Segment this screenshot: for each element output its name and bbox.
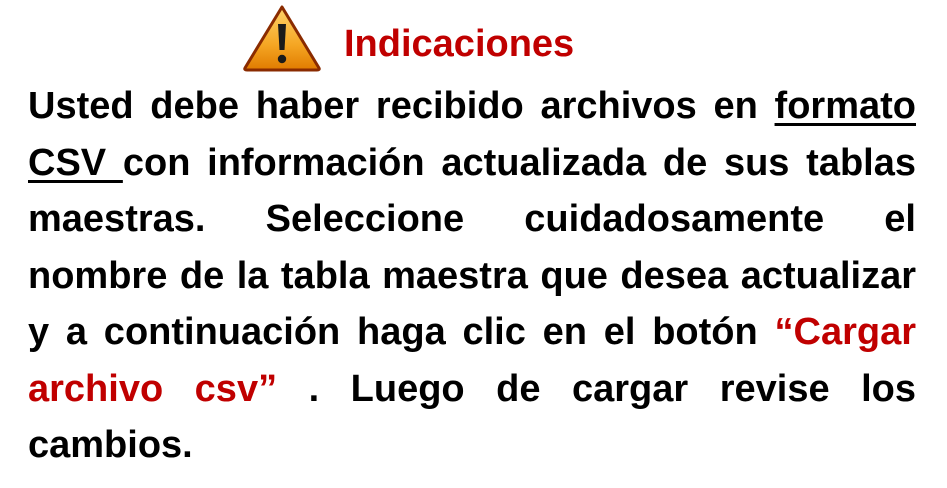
upload-button-reference: “Cargar archivo csv” [28, 311, 916, 410]
csv-format-emphasis: formato CSV [28, 85, 916, 184]
instructions-text-3: . Luego de cargar revise los cambios. [28, 367, 916, 466]
instructions-text-2: con información actualizada de sus tablas maestras. Seleccione cuidadosamente el nombre de la tabla maestra que desea actualizar y a continuación haga clic en el botón [28, 141, 916, 353]
warning-icon [242, 4, 322, 72]
page-title: Indicaciones [344, 23, 575, 65]
instructions-text-1: Usted debe haber recibido archivos en [28, 85, 775, 127]
header [0, 2, 947, 72]
instructions-paragraph [28, 78, 916, 474]
